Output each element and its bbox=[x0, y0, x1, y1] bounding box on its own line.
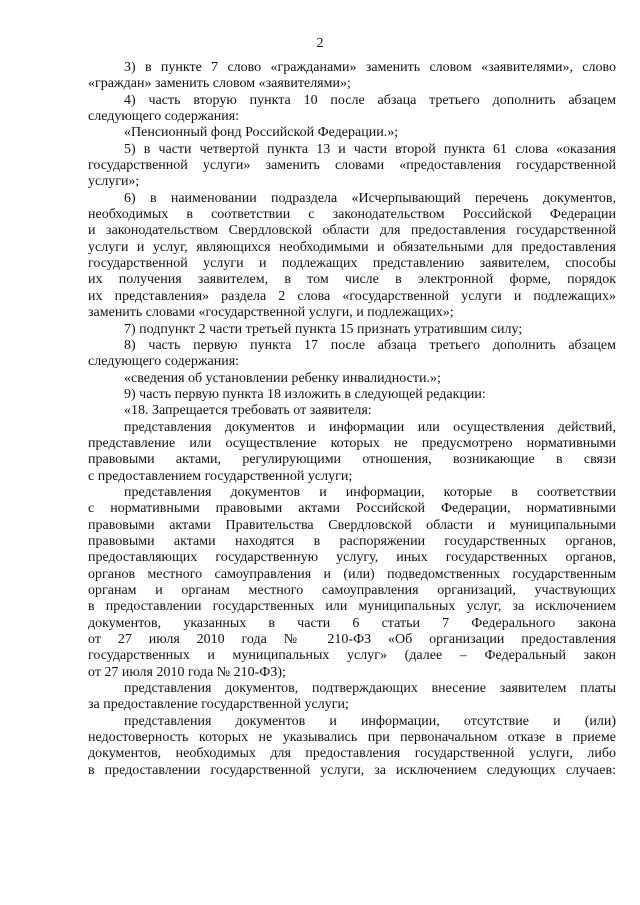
text-line: 5) в части четвертой пункта 13 и части второй пункта 61 слова «оказания bbox=[124, 141, 616, 157]
text-line: 6) в наименовании подраздела «Исчерпывающий перечень документов, bbox=[124, 190, 616, 206]
text-line: 3) в пункте 7 слово «гражданами» заменить словом «заявителями», слово bbox=[124, 60, 616, 75]
text-line: с нормативными правовыми актами Российской Федерации, нормативными bbox=[88, 501, 616, 517]
text-line: недостоверность которых не указывались при первоначальном отказе в приеме bbox=[88, 730, 616, 746]
document-body bbox=[88, 60, 616, 779]
text-line: документов, указанных в части 6 статьи 7 Федерального закона bbox=[88, 615, 616, 631]
text-line: «граждан» заменить словом «заявителями»; bbox=[88, 76, 351, 92]
text-line: правовыми актами Правительства Свердловской области и муниципальными bbox=[88, 517, 616, 533]
text-line: представления документов и информации, которые в соответствии bbox=[124, 484, 616, 500]
text-line: «Пенсионный фонд Российской Федерации.»; bbox=[124, 125, 399, 141]
text-line: государственных и муниципальных услуг» (далее – Федеральный закон bbox=[88, 648, 616, 664]
text-line: органам и органам местного самоуправления организаций, участвующих bbox=[88, 583, 616, 598]
text-line: необходимых в соответствии с законодательством Российской Федерации bbox=[88, 207, 616, 223]
text-line: государственной услуги» заменить словами «предоставления государственной bbox=[88, 158, 616, 174]
text-line: с предоставлением государственной услуги; bbox=[88, 468, 353, 484]
text-line: в предоставлении государственных или муниципальных услуг, за исключением bbox=[88, 599, 616, 615]
text-line: правовыми актами находятся в распоряжении государственных органов, bbox=[88, 533, 616, 549]
text-line: 4) часть вторую пункта 10 после абзаца третьего дополнить абзацем bbox=[124, 92, 616, 108]
text-line: услуги и услуг, являющихся необходимыми и обязательными для предоставления bbox=[88, 239, 616, 255]
page-number: 2 bbox=[316, 36, 324, 51]
text-line: представления документов и информации, отсутствие и (или) bbox=[124, 713, 616, 729]
text-line: представления документов, подтверждающих внесение заявителем платы bbox=[124, 681, 616, 697]
text-line: «18. Запрещается требовать от заявителя: bbox=[124, 403, 372, 419]
text-line: их представления» раздела 2 слова «государственной услуги и подлежащих» bbox=[88, 288, 616, 304]
text-line: и законодательством Свердловской области для предоставления государственной bbox=[88, 223, 616, 239]
text-line: следующего содержания: bbox=[88, 354, 240, 370]
text-line: государственной услуги и подлежащих представлению заявителем, способы bbox=[88, 256, 616, 272]
text-line: услуги»; bbox=[88, 174, 140, 190]
text-line: документов, необходимых для предоставления государственной услуги, либо bbox=[88, 746, 616, 762]
text-line: 7) подпункт 2 части третьей пункта 15 признать утратившим силу; bbox=[124, 321, 523, 337]
text-line: за предоставление государственной услуги; bbox=[88, 697, 349, 713]
text-line: правовыми актами, регулирующими отношения, возникающие в связи bbox=[88, 452, 616, 468]
text-line: «сведения об установлении ребенку инвалидности.»; bbox=[124, 370, 441, 386]
text-line: в предоставлении государственной услуги, за исключением следующих случаев: bbox=[88, 762, 616, 778]
text-line: от 27 июля 2010 года № 210-ФЗ); bbox=[88, 664, 286, 680]
text-line: 9) часть первую пункта 18 изложить в следующей редакции: bbox=[124, 386, 486, 402]
text-line: их получения заявителем, в том числе в электронной форме, порядок bbox=[88, 272, 616, 288]
text-line: 8) часть первую пункта 17 после абзаца третьего дополнить абзацем bbox=[124, 337, 616, 353]
text-line: предоставляющих государственную услугу, иных государственных органов, bbox=[88, 550, 616, 566]
text-line: представление или осуществление которых не предусмотрено нормативными bbox=[88, 435, 616, 451]
text-line: заменить словами «государственной услуги, и подлежащих»; bbox=[88, 305, 454, 321]
text-line: следующего содержания: bbox=[88, 109, 240, 125]
text-line: от 27 июля 2010 года № 210-ФЗ «Об организации предоставления bbox=[88, 632, 616, 648]
text-line: органов местного самоуправления и (или) подведомственных государственным bbox=[88, 566, 616, 582]
text-line: представления документов и информации или осуществления действий, bbox=[124, 419, 616, 435]
